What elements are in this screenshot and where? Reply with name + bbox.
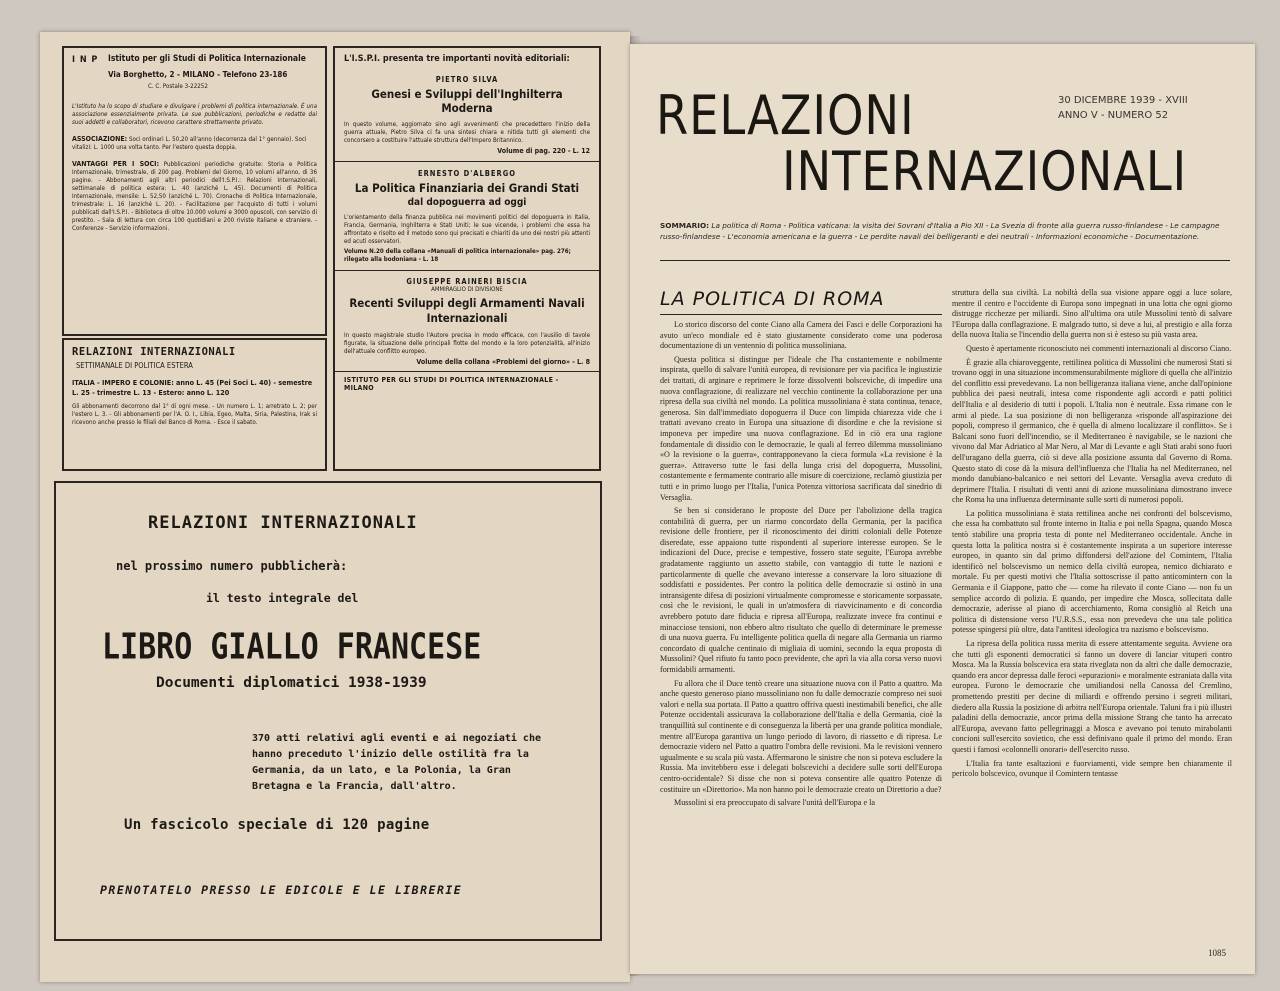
issue-date: 30 DICEMBRE 1939 - XVIII: [1058, 95, 1188, 106]
new-books-heading: L'I.S.P.I. presenta tre importanti novità editoriali:: [344, 54, 570, 64]
association-title: ASSOCIAZIONE:: [72, 135, 128, 143]
book3-desc: In questo magistrale studio l'Autore precisa in modo efficace, con l'ausilio di tavole figurate, la situazione delle principali flotte del mondo e la loro potenzialità, all'inizio dell'attuale conflitto europeo.: [344, 332, 590, 355]
summary-text: La politica di Roma - Politica vaticana: la visita dei Sovrani d'Italia a Pio XII - La Svezia di fronte alla guerra russo-finlandese - Le campagne russo-finlandese - L'economia americana e la guerra - Le perdite navali dei belligeranti e dei neutrali - Informazioni economiche - Documentazione.: [660, 221, 1220, 241]
ad-line2: il testo integrale del: [206, 591, 359, 605]
ad-line1: nel prossimo numero pubblicherà:: [116, 559, 348, 573]
summary-divider: [660, 260, 1230, 261]
association-text: Soci ordinari L. 50,20 all'anno (decorrenza dal 1° gennaio). Soci vitalizi: L. 1000 una volta tanto. Per l'estero questa doppia.: [72, 136, 307, 151]
ispi-purpose: L'Istituto ha lo scopo di studiare e divulgare i problemi di politica internazionale. È una associazione essenzialmente privata. Le sue pubblicazioni, periodiche e redatte dai suoi addetti e collaboratori, ricevono carattere strettamente privato.: [72, 103, 317, 126]
book3-author: GIUSEPPE RAINERI BISCIA: [406, 277, 528, 286]
book2-subtitle: dal dopoguerra ad oggi: [407, 197, 527, 208]
col2-paragraph: Questo è apertamente riconosciuto nei commenti internazionali al discorso Ciano.: [966, 343, 1232, 353]
ad-big-title: LIBRO GIALLO FRANCESE: [102, 626, 482, 668]
benefits-title: VANTAGGI PER I SOCI:: [72, 160, 159, 168]
ispi-info-box: [62, 46, 327, 336]
issue-number: ANNO V - NUMERO 52: [1058, 110, 1169, 121]
col1-paragraph: Questa politica si distingue per l'ideale che l'ha costantemente e nobilmente inspirata, quello di salvare l'unità europea, di revisionare per via pacifica le ingiustizie dei trattati, di arginare e reprimere le forze dissolventi bolsceviche, di impedire una nuova conflagrazione, di realizzare nel vecchio continente la collaborazione per una ripresa della sua civiltà nel mondo. La politica mussoliniana è stata continua, tenace, generosa. Sin dall'immediato dopoguerra il Duce con limpida chiarezza vide che i trattati avevano creato in Europa una situazione di disordine e che la revisione si imponeva per impedire una nuova conflagrazione. Ed in ciò era una ragione fondamentale di dissidio con le democrazie, le quali al ferreo dilemma mussoliniano «O la revisione o la guerra», contrapponevano la cieca formula «La revisione è la guerra». Attraverso tutte le fasi della lunga crisi del dopoguerra, Mussolini, costantemente e fermamente contrario alle misure di coercizione, reclamò giustizia per tutti e in primo luogo per l'Italia, l'unica Potenza vittoriosa sacrificata dal sinedrio di Versaglia.: [660, 354, 942, 502]
right-page: [630, 44, 1255, 974]
ri-sub-subtitle: SETTIMANALE DI POLITICA ESTERA: [76, 361, 193, 370]
col1-paragraph: Mussolini si era preoccupato di salvare l'unità dell'Europa e la: [674, 798, 875, 808]
book2-author: ERNESTO D'ALBERGO: [417, 169, 517, 178]
ispi-logo: I N P: [72, 55, 99, 65]
ad-description: 370 atti relativi agli eventi e ai negoziati che hanno preceduto l'inizio delle ostilità fra la Germania, da un lato, e la Polonia, la Gran Bretagna e la Francia, dall'altro.: [252, 733, 541, 792]
benefits-text: Pubblicazioni periodiche gratuite: Storia e Politica Internazionale, trimestrale, di 200 pag. Problemi del Giorno, 10 volumi all'anno, di 36 pagine. - Abbonamenti agli altri periodici dell'I.S.P.I.: Relazioni Internazionali, settimanale di politica estera: L. 40 (anziché L. 45). Documenti di Politica Internazionale, mensile: L. 52,50 (anziché L. 70). Cronache di Politica Internazionale, trimestrale: L. 16 (anziché L. 20). - Facilitazione per l'acquisto di tutti i volumi pubblicati dall'I.S.P.I. - Biblioteca di oltre 10.000 volumi e 3000 opuscoli, con servizio di prestito. - Sala di lettura con circa 100 quotidiani e 200 riviste italiane e straniere. - Conferenze - Servizio informazioni.: [72, 161, 317, 232]
col1-paragraph: Lo storico discorso del conte Ciano alla Camera dei Fasci e delle Corporazioni ha avuto un'eco mondiale ed è stato giustamente considerato come una poderosa documentazione di un ventennio di politica mussoliniana.: [660, 320, 942, 351]
ad-title: RELAZIONI INTERNAZIONALI: [148, 513, 418, 533]
article-title-rule: [660, 314, 942, 315]
libro-giallo-ad-box: [54, 481, 602, 941]
new-books-footer: ISTITUTO PER GLI STUDI DI POLITICA INTERNAZIONALE - MILANO: [344, 376, 559, 392]
col2-paragraph: La ripresa della politica russa merita di essere attentamente seguita. Avviene ora che tutti gli esponenti democratici si fanno un dovere di lanciar vituperi contro Mosca. Ma la Russia bolscevica era stata riveglata non da altri che dalle democrazie, quando era ancor depressa dalle feroci «epurazioni» e moralmente estraniata dalla vita europea. Furono le democrazie che umiliandosi nella Canossa del Cremlino, promettendo prestiti per decine di miliardi e offrendo persino i segreti militari, diedero alla Russia la posizione di arbitra nell'Europa orientale. Taluni fra i più illustri paladini della democrazie, ancor prima della missione Strang che tanto ha arrecato all'Europa, avevano fatto pellegrinaggi a Mosca e avevano poi tenuto mirabolanti concioni sull'esercito sovietico, che essi definivano quale il primo del mondo. Eran questi i famosi «colonnelli onorari» dell'esercito russo.: [952, 639, 1232, 754]
left-page: [40, 32, 630, 982]
book2-price: Volume N.20 della collana «Manuali di politica internazionale» pag. 276; rilegato alla bodoniana - L. 18: [344, 248, 571, 263]
col2-paragraph: È grazie alla chiaroveggente, rettilinea politica di Mussolini che numerosi Stati si trovano oggi in una situazione incommensurabilmente migliore di quella che all'inizio del conflitto essi prevedevano. La non belligeranza italiana viene, anche dall'opinione pubblica dei paesi neutrali, intesa come rispondente agli accordi e patti politici dell'Italia e al desiderio di tutti i popoli. L'Italia non è neutrale. Essa rimane con le armi al piede. La sua posizione di non belligeranza «risponde all'aspirazione dei popoli, compreso il germanico, che è quella di almeno localizzare il conflitto». Se i Balcani sono fuori dell'incendio, se il Mediterraneo è navigabile, se le nazioni che vivono dal Mar Adriatico al Mar Nero, al Mar di Levante e agli Stati arabi sono fuori dell'uragano della guerra, ciò si deve alla posizione assunta dal Governo di Roma. Questo stato di cose dà la misura dell'influenza che l'Italia ha nel Mediterraneo, nel mondo danubiano-balcanico e nei settori del Levante. Versaglia aveva creduto di deprimere l'Italia. I risultati di venti anni di azione mussoliniana dimostrano invece che Roma ha una influenza determinante sulle sorti di numerosi popoli.: [952, 357, 1232, 505]
ri-sub-prices: ITALIA - IMPERO E COLONIE: anno L. 45 (Pei Soci L. 40) - semestre L. 25 - trimestre L. 13 - Estero: anno L. 120: [72, 378, 313, 397]
col2-paragraph: L'Italia fra tante esaltazioni e fuorviamenti, vide sempre ben chiaramente il pericolo bolscevico, ovunque il Comintern tentasse: [952, 758, 1232, 779]
book1-title: Genesi e Sviluppi dell'Inghilterra Moderna: [371, 87, 563, 115]
col1-paragraph: Fu allora che il Duce tentò creare una situazione nuova con il Patto a quattro. Ma anche questo generoso piano mussoliniano non fu dalle democrazie compreso nei suoi valori e nella sua portata. Il Patto a quattro offriva questi inestimabili benefici, che alle Potenze occidentali assicurava la collaborazione dell'Italia e della Germania, cioè la tranquillità sul continente e di conseguenza la libertà per una grande politica mondiale, mentre all'Europa garantiva un lungo periodo di lavoro, di riassetto e di ripresa. Le democrazie videro nel Patto a quattro l'ombra delle revisioni. Ma le revisioni vennero ugualmente e su scala più vasta. Affermarono le sinistre che non si poteva escludere la Russia. Ma invitebbero esse i delegati bolscevichi a decidere sulle sorti dell'Europa centro-occidentale? Si disse che non si poteva consentire alle quattro Potenze di costituire un «Direttorio». Ma non hanno poi le democrazie creato un Direttorio a due?: [660, 678, 942, 794]
col1-paragraph: Se ben si considerano le proposte del Duce per l'abolizione della tragica contabilità di guerra, per un riarmo concordato della Germania, per la pacifica revisione delle frontiere, per il riconoscimento dei diritti coloniali delle Potenze diseredate, esse appaiono tutte rispondenti al superiore interesse europeo. Se le indicazioni del Duce, precise e tempestive, fossero state seguite, l'Europa avrebbe gradatamente raggiunto un assetto stabile, con vantaggio di tutte le nazioni e particolarmente di quelle che avevano interesse a conservare la loro situazione di soddisfatti e possidentes. Per contro la politica delle democrazie si ostinò in una intransigente difesa di posizioni virtualmente compromesse e storicamente sorpassate, così che le revisioni, le quali in un'atmosfera di riavvicinamento e di concordia avrebbero potuto dare fiducia e ripresa all'Europa, realizzate invece fra continui e minacciose tensioni, non ebbero altro risultato che quello di determinare le premesse di una nuova guerra. Fu intelligente politica quella di negare alla Germania un riarmo concordato di qualche centinaio di migliaia di uomini, secondo la equa proposta di Mussolini? Quel rifiuto fu tanto poco previdente, che aprì la via alla corsa verso nuovi formidabili armamenti.: [660, 506, 942, 674]
article-column-1: [660, 320, 942, 968]
ispi-postal: C. C. Postale 3-22252: [148, 83, 208, 90]
col2-paragraph: struttura della sua civiltà. La nobiltà della sua visione appare oggi a luce solare, mentre il centro e l'occidente di Europa sono impegnati in una lotta che ogni giorno distrugge ricchezze per miliardi. Sino all'ultima ora utile Mussolini tentò di salvare l'Europa dalla conflagrazione. E malgrado tutto, si deve a lui, al prestigio e alla forza della nuova Italia se l'incendio della guerra non si è esteso su più vasta area.: [952, 288, 1232, 340]
book2-desc: L'orientamento della finanza pubblica nei movimenti politici del dopoguerra in Italia, Francia, Germania, Inghilterra e Stati Uniti; le sue vicende, i problemi che essa ha affrontato e risolto ed il metodo sono qui precisati e chiariti da uno dei nostri più attenti ed acuti osservatori.: [344, 214, 590, 245]
book1-author: PIETRO SILVA: [435, 75, 499, 84]
ri-subscription-box: [62, 338, 327, 471]
col2-paragraph: La politica mussoliniana è stata rettilinea anche nei confronti del bolscevismo, che essa ha combattuto sul fronte interno in Italia e poi nella Spagna, quando Mosca tentò stabilire una propria testa di ponte nel Mediterraneo occidentale. Anche in questa lotta la politica nostra si è costantemente inspirata a un superiore interesse europeo, in quanto sin dal primo diffondersi dell'azione del Comintern, l'Italia identificò nel bolscevismo un nemico della civiltà europea, nemico dichiarato e mortale. Fu per questi motivi che l'Italia sottoscrisse il patto anticomintern con la Germania e il Giappone, patto che — come ha rilevato il conte Ciano — non fu un semplice accordo di polizia. E quando, per impedire che Mosca, sollecitata dalle democrazie, aderisse al piano di accerchiamento, Roma consigliò al Reich una politica di distensione verso l'U.R.S.S., essa non prevedeva che una tale politica potesse spingersi più oltre, data l'antitesi ideologica tra nazismo e bolscevismo.: [952, 508, 1232, 635]
ad-special-issue: Un fascicolo speciale di 120 pagine: [124, 817, 430, 833]
article-title: LA POLITICA DI ROMA: [660, 288, 885, 310]
ad-subtitle: Documenti diplomatici 1938-1939: [156, 675, 427, 691]
ispi-new-books-box: [333, 46, 601, 471]
book3-rank: AMMIRAGLIO DI DIVISIONE: [431, 286, 503, 293]
page-number: 1085: [1208, 948, 1226, 958]
summary-label: SOMMARIO:: [660, 221, 710, 230]
ad-footer: PRENOTATELO PRESSO LE EDICOLE E LE LIBRERIE: [100, 883, 463, 897]
ri-sub-title: RELAZIONI INTERNAZIONALI: [72, 346, 236, 358]
book2-title: La Politica Finanziaria dei Grandi Stati: [354, 181, 580, 195]
ri-sub-notes: Gli abbonamenti decorrono dal 1° di ogni mese. - Un numero L. 1; arretrato L. 2; per l'estero L. 3. - Gli abbonamenti per l'A. O. I., Libia, Egeo, Malta, Siria, Palestina, Irak si ricevono anche presso le filiali del Banco di Roma. - Esce il sabato.: [72, 403, 317, 426]
book3-price: Volume della collana «Problemi del giorno» - L. 8: [416, 358, 590, 366]
book1-desc: In questo volume, aggiornato sino agli avvenimenti che precedettero l'inizio della guerra attuale, Pietro Silva ci fa una sintesi chiara e nitida tutti gli elementi che concorsero a costituire l'attuale struttura dell'Impero Britannico.: [344, 121, 590, 144]
masthead-title-line2: INTERNAZIONALI: [782, 140, 1188, 203]
book1-price: Volume di pag. 220 - L. 12: [497, 147, 590, 155]
ispi-address: Via Borghetto, 2 - MILANO - Telefono 23-186: [108, 70, 288, 79]
summary: [660, 220, 1230, 242]
ispi-institute-name: Istituto per gli Studi di Politica Internazionale: [108, 54, 306, 64]
book3-title: Recenti Sviluppi degli Armamenti Navali Internazionali: [349, 296, 585, 325]
article-column-2: [952, 288, 1232, 936]
masthead-title-line1: RELAZIONI: [656, 84, 915, 147]
